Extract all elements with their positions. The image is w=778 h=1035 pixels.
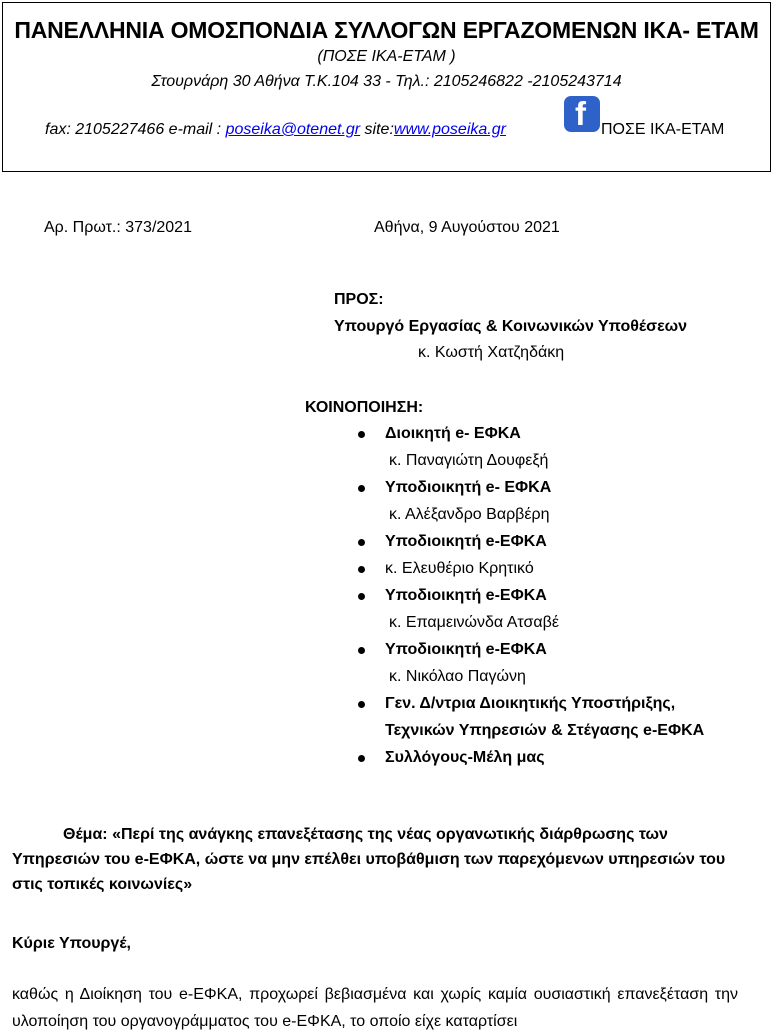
bullet-icon	[358, 485, 365, 492]
facebook-page-name: ΠΟΣΕ ΙΚΑ-ΕΤΑΜ	[601, 121, 725, 138]
organization-abbreviation: (ΠΟΣΕ ΙΚΑ-ΕΤΑΜ )	[317, 48, 456, 65]
letterhead-box	[2, 2, 771, 172]
recipient-ministry: Υπουργό Εργασίας & Κοινωνικών Υποθέσεων	[334, 318, 688, 335]
bullet-icon	[358, 593, 365, 600]
bullet-icon	[358, 701, 365, 708]
site-link[interactable]: www.poseika.gr	[393, 121, 506, 138]
letter-subject: Θέμα: «Περί της ανάγκης επανεξέτασης της νέας οργανωτικής διάρθρωσης των Υπηρεσιών του e-ΕΦΚΑ, ώστε να μην επέλθει υποβάθμιση των παρεχόμενων υπηρεσιών του στις τοπικές κοινωνίες»	[12, 826, 726, 893]
organization-address: Στουρνάρη 30 Αθήνα Τ.Κ.104 33 - Τηλ.: 2105246822 -2105243714	[151, 73, 622, 90]
fax-label: fax: 2105227466 e-mail :	[45, 121, 226, 138]
protocol-number: Αρ. Πρωτ.: 373/2021	[44, 219, 192, 236]
bullet-icon	[358, 647, 365, 654]
recipient-label: ΠΡΟΣ:	[334, 291, 384, 308]
letter-body: καθώς η Διοίκηση του e-ΕΦΚΑ, προχωρεί βεβιασμένα και χωρίς καμία ουσιαστική επανεξέταση την υλοποίηση του οργανογράμματος του e-ΕΦΚΑ, το οποίο είχε καταρτίσει	[12, 986, 738, 1030]
recipient-person: κ. Κωστή Χατζηδάκη	[418, 344, 565, 361]
bullet-icon	[358, 755, 365, 762]
bullet-icon	[358, 431, 365, 438]
bullet-icon	[358, 539, 365, 546]
letter-greeting: Κύριε Υπουργέ,	[12, 935, 131, 952]
organization-title: ΠΑΝΕΛΛΗΝΙΑ ΟΜΟΣΠΟΝΔΙΑ ΣΥΛΛΟΓΩΝ ΕΡΓΑΖΟΜΕΝΩΝ ΙΚΑ- ΕΤΑΜ	[14, 17, 759, 43]
letter-date: Αθήνα, 9 Αυγούστου 2021	[374, 219, 560, 236]
cc-label: ΚΟΙΝΟΠΟΙΗΣΗ:	[305, 399, 424, 416]
email-link[interactable]: poseika@otenet.gr	[225, 121, 361, 138]
facebook-icon[interactable]: f	[564, 96, 600, 132]
bullet-icon	[358, 566, 365, 573]
contact-line	[45, 121, 506, 139]
site-label: site:	[360, 121, 394, 138]
